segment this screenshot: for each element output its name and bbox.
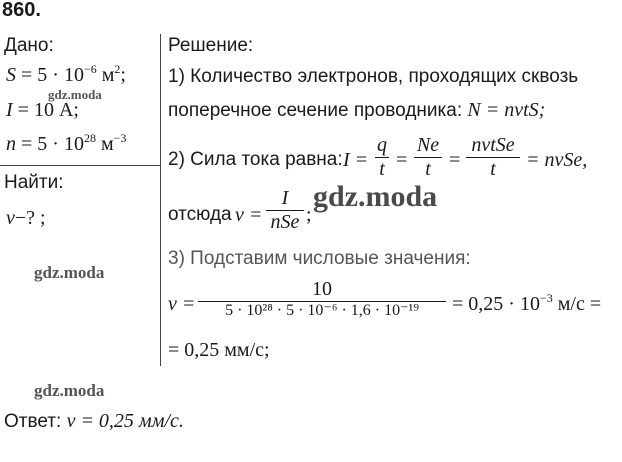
find-heading: Найти: [4, 172, 64, 193]
step3-text: 3) Подставим числовые значения: [168, 248, 471, 269]
step2b-v: v = [235, 204, 263, 226]
watermark: gdz.moda [34, 263, 105, 282]
given-density: $n = 5 \cdot 10^{28}$ $м^{-3}$ [6, 131, 127, 155]
given-current: I = 10 А; [6, 99, 79, 121]
step2b-text: отсюда [168, 204, 232, 225]
given-area: $S = 5 \cdot 10^{-6}$ $м^2$; [6, 62, 126, 86]
step2-eq1: = [396, 149, 408, 171]
problem-number: 860. [2, 0, 41, 21]
step2-tail: = nvSe, [526, 149, 588, 171]
step3-v: v = [168, 293, 196, 315]
divider-vertical [160, 34, 161, 366]
step2-text: 2) Сила тока равна: [168, 149, 343, 170]
answer: Ответ: v = 0,25 мм/с. [4, 410, 184, 432]
watermark: gdz.moda [34, 381, 105, 400]
step2-I: I = [343, 149, 369, 171]
fraction-q-over-t: q t [377, 134, 387, 180]
step2b-tail: ; [306, 204, 312, 226]
step2-eq2: = [449, 149, 461, 171]
step3-line2: = 0,25 мм/с; [168, 339, 270, 361]
step1-line2: поперечное сечение проводника: N = nvtS; [168, 99, 546, 121]
fraction-I-over-nSe: I nSe [266, 188, 304, 233]
watermark: gdz.moda [48, 87, 102, 102]
solution-heading: Решение: [168, 35, 254, 56]
find-item: v−? ; [6, 207, 46, 229]
fraction-nvtSe-over-t: nvtSe t [466, 135, 520, 180]
step1-line1: 1) Количество электронов, проходящих сквозь [168, 66, 579, 87]
step3-result: = $0,25 \cdot 10^{-3}$ м/с = [452, 291, 602, 315]
watermark: gdz.moda [313, 180, 438, 213]
fraction-Ne-over-t: Ne t [414, 135, 442, 180]
fraction-numeric: 10 5 · 10²⁸ · 5 · 10⁻⁶ · 1,6 · 10⁻¹⁹ [198, 279, 446, 320]
divider-horizontal [0, 165, 160, 166]
given-heading: Дано: [4, 35, 54, 56]
